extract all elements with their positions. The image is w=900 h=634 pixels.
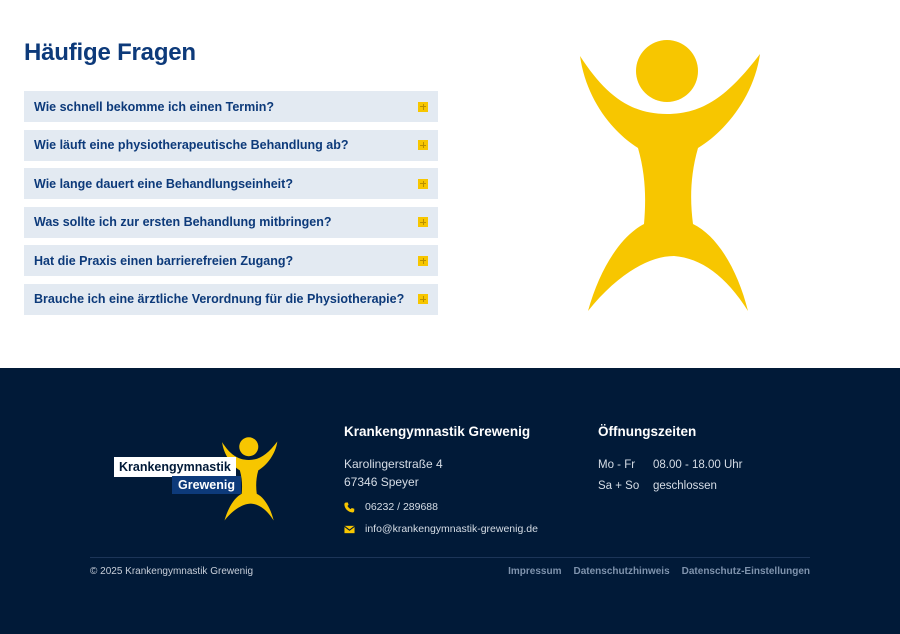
phone-icon (344, 502, 355, 513)
email-address: info@krankengymnastik-grewenig.de (365, 523, 538, 535)
plus-icon[interactable] (418, 179, 428, 189)
hours-time: 08.00 - 18.00 Uhr (653, 459, 743, 471)
logo-text-line2: Grewenig (172, 476, 241, 494)
faq-item-verordnung[interactable] (24, 284, 438, 315)
envelope-icon (344, 524, 355, 535)
impressum-link[interactable]: Impressum (508, 566, 562, 577)
plus-icon[interactable] (418, 217, 428, 227)
site-footer (0, 368, 900, 634)
faq-title: Häufige Fragen (24, 39, 196, 66)
plus-icon[interactable] (418, 256, 428, 266)
faq-item-dauer[interactable] (24, 168, 438, 199)
footer-logo[interactable] (112, 434, 282, 524)
faq-question: Brauche ich eine ärztliche Verordnung für die Physiotherapie? (34, 292, 405, 307)
faq-item-termin[interactable] (24, 91, 438, 122)
copyright: © 2025 Krankengymnastik Grewenig (90, 566, 254, 577)
footer-divider (90, 557, 810, 558)
faq-question: Was sollte ich zur ersten Behandlung mitbringen? (34, 215, 332, 230)
address-street: Karolingerstraße 4 (344, 457, 443, 471)
faq-item-barrierefrei[interactable] (24, 245, 438, 276)
faq-item-mitbringen[interactable] (24, 207, 438, 238)
logo-text-line1: Krankengymnastik (114, 457, 236, 477)
faq-question: Wie schnell bekomme ich einen Termin? (34, 99, 274, 114)
datenschutzhinweis-link[interactable]: Datenschutzhinweis (573, 566, 670, 577)
hours-day: Mo - Fr (598, 459, 636, 471)
footer-opening-hours (598, 424, 818, 497)
hours-row (598, 455, 818, 476)
contact-heading: Krankengymnastik Grewenig (344, 424, 531, 439)
jumping-person-icon (576, 36, 766, 316)
footer-contact (344, 424, 574, 535)
hours-row (598, 476, 818, 497)
datenschutz-einstellungen-link[interactable]: Datenschutz-Einstellungen (681, 566, 810, 577)
hours-heading: Öffnungszeiten (598, 424, 697, 439)
hours-day: Sa + So (598, 480, 640, 492)
legal-links (508, 566, 810, 577)
phone-link[interactable] (344, 501, 574, 513)
faq-question: Wie lange dauert eine Behandlungseinheit? (34, 176, 293, 191)
email-link[interactable] (344, 523, 574, 535)
plus-icon[interactable] (418, 294, 428, 304)
faq-item-behandlung[interactable] (24, 130, 438, 161)
plus-icon[interactable] (418, 102, 428, 112)
faq-list (24, 91, 438, 323)
hours-time: geschlossen (653, 480, 717, 492)
plus-icon[interactable] (418, 140, 428, 150)
address-city: 67346 Speyer (344, 475, 419, 489)
faq-question: Wie läuft eine physiotherapeutische Behandlung ab? (34, 138, 349, 153)
faq-question: Hat die Praxis einen barrierefreien Zugang? (34, 253, 294, 268)
phone-number: 06232 / 289688 (365, 501, 438, 513)
